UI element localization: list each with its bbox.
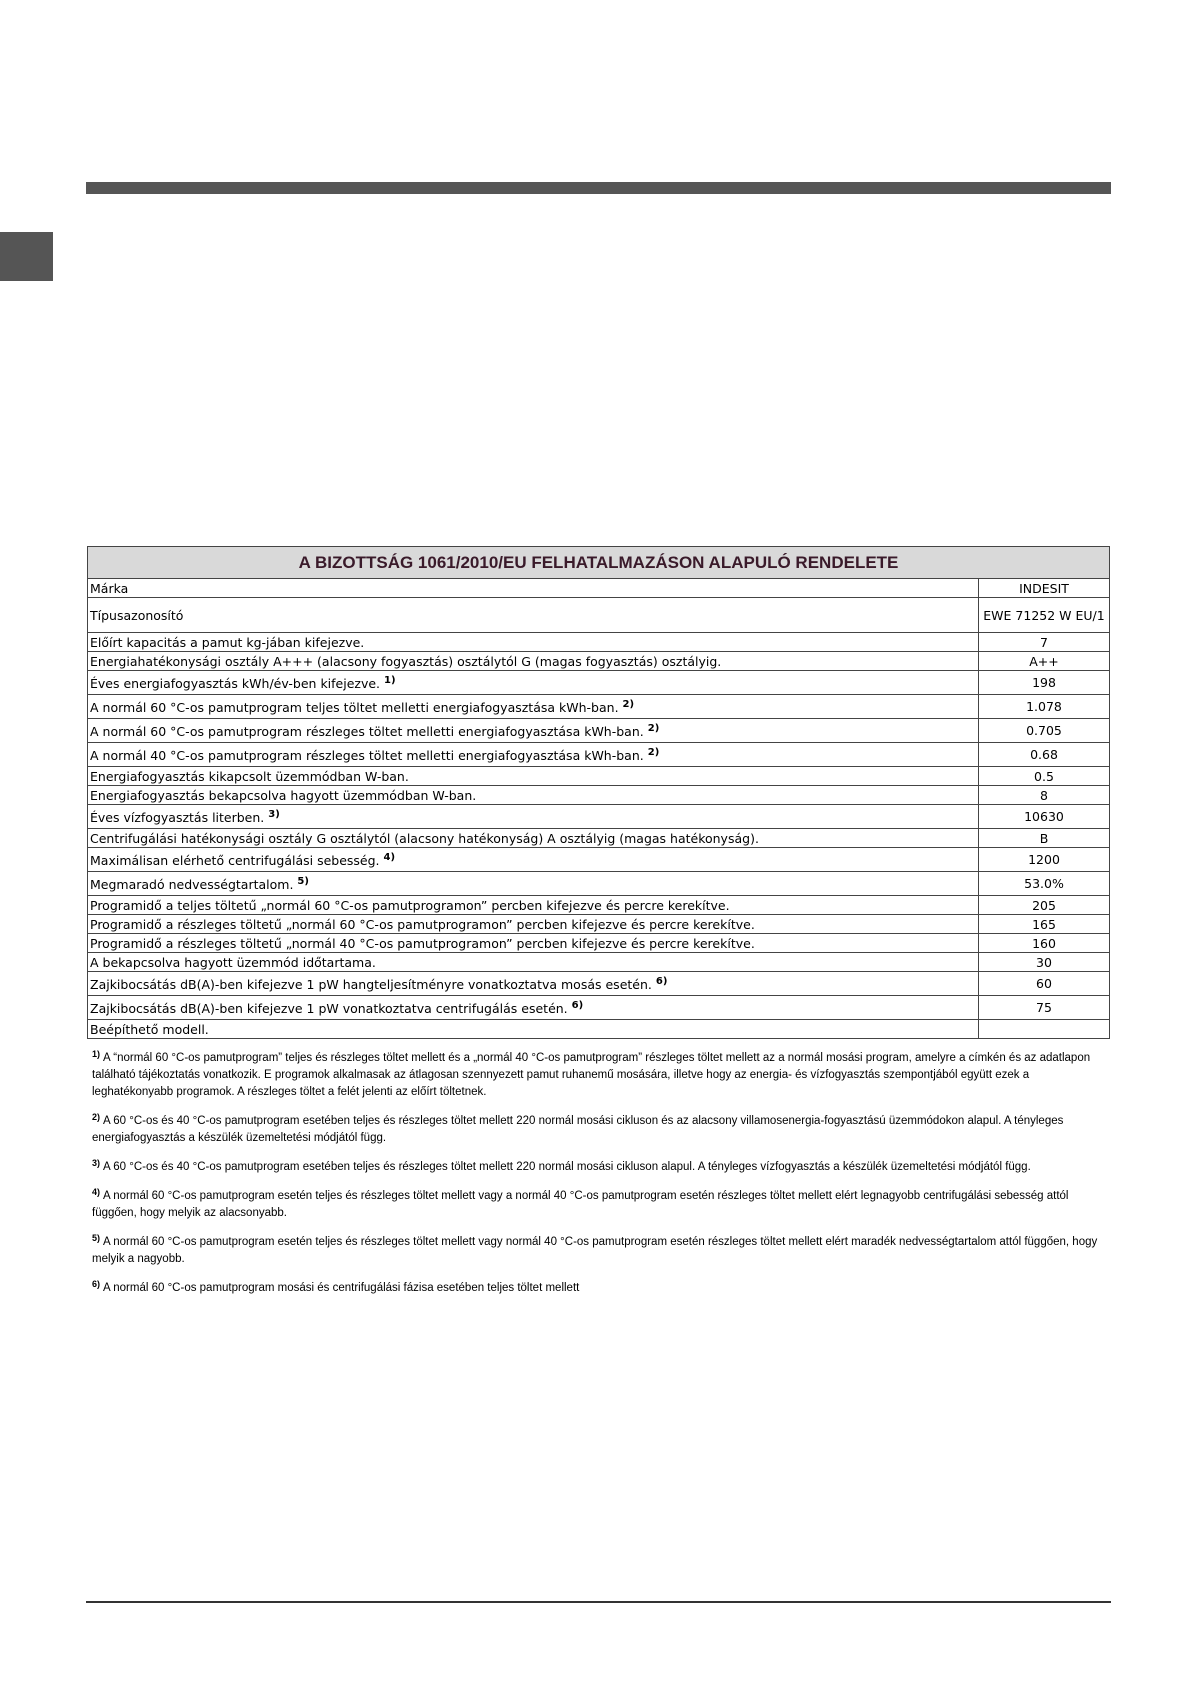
footnote: [92, 1046, 1107, 1101]
row-value: 75: [979, 996, 1110, 1020]
footnote-ref: 3): [268, 808, 280, 820]
table-row: [88, 896, 1110, 915]
table-row: [88, 1020, 1110, 1039]
row-label: Energiafogyasztás bekapcsolva hagyott üzemmódban W-ban.: [88, 786, 979, 805]
footnote-text: A “normál 60 °C-os pamutprogram” teljes és részleges töltet mellett és a „normál 40 °C-os pamutprogram” részleges töltet mellett az a normál mosási program, amelyre a címkén és az adatlapon található tájékoztatás vonatkozik. E programok alkalmasak az átlagosan szennyezett pamut ruhanemű mosására, illetve hogy az energia- és vízfogyasztás szempontjából együtt ezek a leghatékonyabb programok. A részleges töltet a felét jelenti az előírt töltetnek.: [92, 1052, 1091, 1098]
footnote: [92, 1109, 1107, 1147]
row-value: 7: [979, 633, 1110, 652]
row-value: 205: [979, 896, 1110, 915]
row-label: Centrifugálási hatékonysági osztály G osztálytól (alacsony hatékonyság) A osztályig (magas hatékonyság).: [88, 829, 979, 848]
product-fiche-table: [87, 546, 1110, 1039]
row-label: Zajkibocsátás dB(A)-ben kifejezve 1 pW vonatkoztatva centrifugálás esetén. $^{6)}$: [88, 996, 979, 1020]
footnote-text: A 60 °C-os és 40 °C-os pamutprogram esetében teljes és részleges töltet mellett 220 normál mosási cikluson alapul. A tényleges vízfogyasztás a készülék üzemeltetési módjától függ.: [103, 1161, 1031, 1173]
header-rule: [86, 182, 1111, 194]
footnote-mark: 2): [92, 1112, 101, 1122]
row-value: 10630: [979, 805, 1110, 829]
footnote-ref: 1): [384, 674, 396, 686]
footnote-text: A normál 60 °C-os pamutprogram mosási és centrifugálási fázisa esetében teljes töltet mellett: [103, 1282, 580, 1294]
row-value: EWE 71252 W EU/1: [979, 598, 1110, 633]
table-row: [88, 598, 1110, 633]
row-label: Megmaradó nedvességtartalom. $^{5)}$: [88, 872, 979, 896]
row-label: A normál 60 °C-os pamutprogram teljes töltet melletti energiafogyasztása kWh-ban. $^{2)}$: [88, 695, 979, 719]
row-value: 198: [979, 671, 1110, 695]
table-row: [88, 786, 1110, 805]
row-value: B: [979, 829, 1110, 848]
row-label: Energiafogyasztás kikapcsolt üzemmódban W-ban.: [88, 767, 979, 786]
table-row: [88, 996, 1110, 1020]
row-label: Előírt kapacitás a pamut kg-jában kifejezve.: [88, 633, 979, 652]
row-value: 1.078: [979, 695, 1110, 719]
footnote-mark: 6): [92, 1279, 101, 1289]
footnotes: [92, 1046, 1107, 1305]
footnote-ref: 4): [383, 851, 396, 863]
table-body: [88, 579, 1110, 1039]
table-row: [88, 695, 1110, 719]
row-value: 165: [979, 915, 1110, 934]
row-value: 0.5: [979, 767, 1110, 786]
footnote: [92, 1155, 1107, 1176]
row-label: Zajkibocsátás dB(A)-ben kifejezve 1 pW hangteljesítményre vonatkoztatva mosás esetén. $^{6)}$: [88, 972, 979, 996]
table-row: [88, 633, 1110, 652]
row-label: Beépíthető modell.: [88, 1020, 979, 1039]
row-value: 0.705: [979, 719, 1110, 743]
footnote: [92, 1230, 1107, 1268]
row-value: 160: [979, 934, 1110, 953]
footnote-ref: 5): [297, 875, 309, 887]
table-row: [88, 743, 1110, 767]
language-tab-marker: [0, 232, 53, 281]
table-row: [88, 805, 1110, 829]
table-row: [88, 953, 1110, 972]
footnote-ref: 2): [622, 698, 635, 710]
row-value: A++: [979, 652, 1110, 671]
row-label: A normál 60 °C-os pamutprogram részleges töltet melletti energiafogyasztása kWh-ban. $^{2)}$: [88, 719, 979, 743]
row-label: Energiahatékonysági osztály A+++ (alacsony fogyasztás) osztálytól G (magas fogyasztás) osztályig.: [88, 652, 979, 671]
row-label: Programidő a részleges töltetű „normál 40 °C-os pamutprogramon” percben kifejezve és percre kerekítve.: [88, 934, 979, 953]
table-row: [88, 915, 1110, 934]
footnote: [92, 1276, 1107, 1297]
footnote-text: A 60 °C-os és 40 °C-os pamutprogram esetében teljes és részleges töltet mellett 220 normál mosási cikluson és az alacsony villamosenergia-fogyasztású üzemmódokon alapul. A tényleges energiafogyasztás a készülék üzemeltetési módjától függ.: [92, 1115, 1064, 1144]
table-row: [88, 652, 1110, 671]
row-label: A normál 40 °C-os pamutprogram részleges töltet melletti energiafogyasztása kWh-ban. $^{2)}$: [88, 743, 979, 767]
row-label: Maximálisan elérhető centrifugálási sebesség. $^{4)}$: [88, 848, 979, 872]
footer-rule: [86, 1601, 1111, 1603]
row-value: 0.68: [979, 743, 1110, 767]
table-row: [88, 579, 1110, 598]
table-title: A BIZOTTSÁG 1061/2010/EU FELHATALMAZÁSON ALAPULÓ RENDELETE: [88, 547, 1110, 579]
table-row: [88, 934, 1110, 953]
footnote-text: A normál 60 °C-os pamutprogram esetén teljes és részleges töltet mellett vagy a normál 40 °C-os pamutprogram esetén részleges töltet mellett elért legnagyobb centrifugálási sebesség attól függően, hogy melyik az alacsonyabb.: [92, 1190, 1069, 1219]
table-row: [88, 972, 1110, 996]
footnote-ref: 6): [571, 999, 584, 1011]
table-row: [88, 671, 1110, 695]
table-row: [88, 767, 1110, 786]
row-label: Éves vízfogyasztás literben. $^{3)}$: [88, 805, 979, 829]
footnote-mark: 5): [92, 1233, 101, 1243]
footnote-mark: 3): [92, 1158, 101, 1168]
table-row: [88, 872, 1110, 896]
footnote-mark: 4): [92, 1187, 101, 1197]
row-value: 30: [979, 953, 1110, 972]
footnote: [92, 1184, 1107, 1222]
table-row: [88, 829, 1110, 848]
footnote-ref: 2): [647, 746, 660, 758]
table-row: [88, 719, 1110, 743]
footnote-ref: 6): [655, 975, 668, 987]
footnote-text: A normál 60 °C-os pamutprogram esetén teljes és részleges töltet mellett vagy normál 40 °C-os pamutprogram esetén részleges töltet mellett elért maradék nedvességtartalom attól függően, hogy melyik a nagyobb.: [92, 1236, 1098, 1265]
row-label: Programidő a részleges töltetű „normál 60 °C-os pamutprogramon” percben kifejezve és percre kerekítve.: [88, 915, 979, 934]
table-row: [88, 848, 1110, 872]
row-label: Típusazonosító: [88, 598, 979, 633]
row-label: Programidő a teljes töltetű „normál 60 °C-os pamutprogramon” percben kifejezve és percre kerekítve.: [88, 896, 979, 915]
row-value: INDESIT: [979, 579, 1110, 598]
row-value: 60: [979, 972, 1110, 996]
row-label: Éves energiafogyasztás kWh/év-ben kifejezve. $^{1)}$: [88, 671, 979, 695]
row-value: 53.0%: [979, 872, 1110, 896]
footnote-mark: 1): [92, 1049, 101, 1059]
row-value: 1200: [979, 848, 1110, 872]
row-value: [979, 1020, 1110, 1039]
footnote-ref: 2): [647, 722, 660, 734]
row-label: Márka: [88, 579, 979, 598]
row-label: A bekapcsolva hagyott üzemmód időtartama.: [88, 953, 979, 972]
row-value: 8: [979, 786, 1110, 805]
